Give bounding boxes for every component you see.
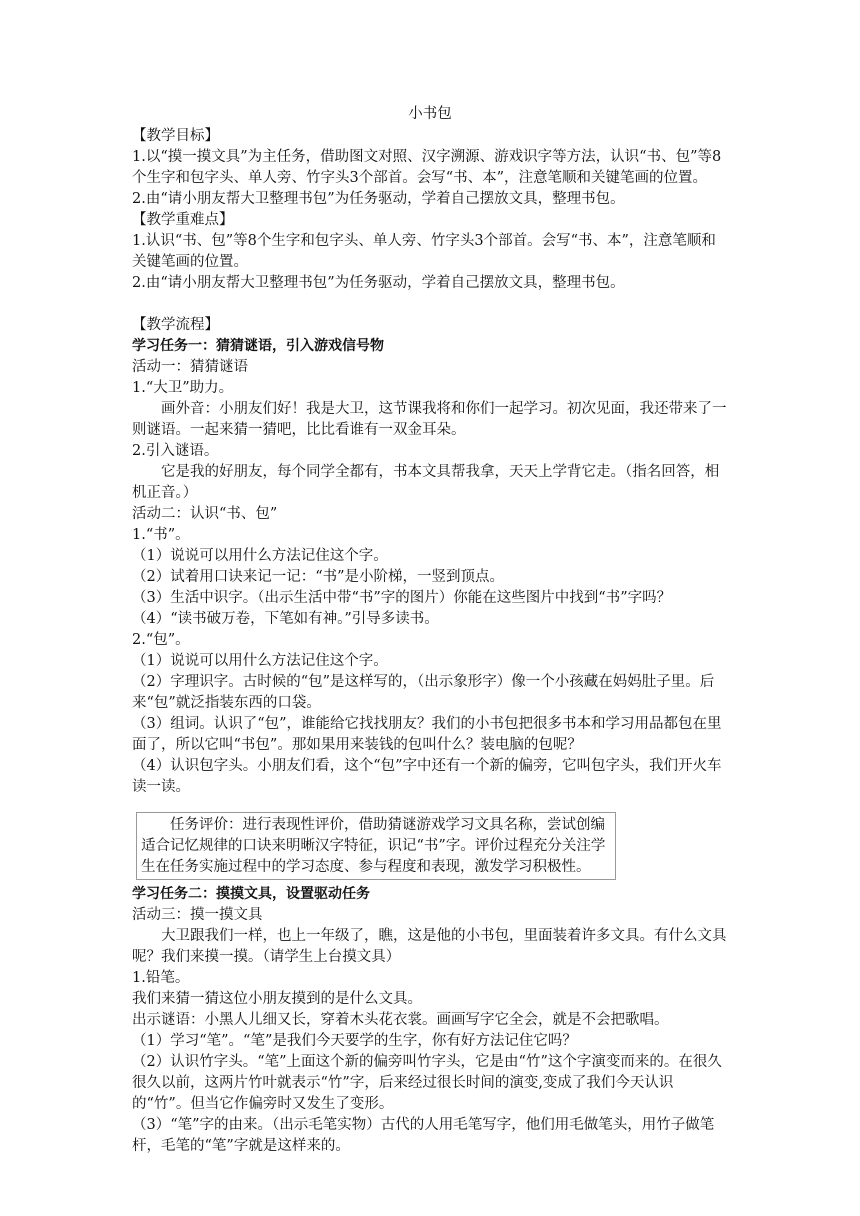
step-2-2: 2.“包”。 (132, 632, 190, 648)
task-heading-1: 学习任务一：猜猜谜语，引入游戏信号物 (132, 338, 384, 354)
goal-item-2: 2.由“请小朋友帮大卫整理书包”为任务驱动，学着自己摆放文具，整理书包。 (132, 191, 625, 207)
section-heading-goals: 【教学目标】 (132, 128, 219, 144)
activity-heading-2: 活动二：认识“书、包” (132, 506, 278, 522)
task-evaluation-text: 任务评价：进行表现性评价，借助猜谜游戏学习文具名称，尝试创编适合记忆规律的口诀来明晰汉字特征，识记“书”字。评价过程充分关注学生在任务实施过程中的学习态度、参与程度和表现，激发学习积极性。 (141, 817, 606, 875)
list-item: （3）组词。认识了“包”，谁能给它找找朋友？我们的小书包把很多书本和学习用品都包在里面了，所以它叫“书包”。那如果用来装钱的包叫什么？装电脑的包呢？ (132, 716, 722, 753)
spacer (132, 294, 728, 315)
list-item: （4）“读书破万卷，下笔如有神。”引导多读书。 (132, 611, 439, 627)
activity-heading-3: 活动三：摸一摸文具 (132, 907, 263, 923)
list-item: （2）认识竹字头。“笔”上面这个新的偏旁叫竹字头，它是由“竹”这个字演变而来的。在很久很久以前，这两片竹叶就表示“竹”字，后来经过很长时间的演变,变成了我们今天认识的“竹”。但当它作偏旁时又发生了变形。 (132, 1054, 722, 1112)
document-body (132, 104, 728, 1157)
paragraph: 它是我的好朋友，每个同学全都有，书本文具帮我拿，天天上学背它走。（指名回答，相机正音。） (132, 464, 720, 501)
task-evaluation-box (136, 812, 616, 880)
list-item: （2）试着用口诀来记一记：“书”是小阶梯，一竖到顶点。 (132, 569, 505, 585)
section-heading-keypoints: 【教学重难点】 (132, 212, 234, 228)
keypoint-item-2: 2.由“请小朋友帮大卫整理书包”为任务驱动，学着自己摆放文具，整理书包。 (132, 275, 625, 291)
paragraph: 大卫跟我们一样，也上一年级了，瞧，这是他的小书包，里面装着许多文具。有什么文具呢？我们来摸一摸。（请学生上台摸文具） (132, 928, 727, 965)
step-1-1: 1.“大卫”助力。 (132, 380, 234, 396)
keypoint-item-1: 1.认识“书、包”等8个生字和包字头、单人旁、竹字头3个部首。会写“书、本”，注意笔顺和关键笔画的位置。 (132, 233, 716, 270)
paragraph: 我们来猜一猜这位小朋友摸到的是什么文具。 (132, 991, 422, 1007)
list-item: （4）认识包字头。小朋友们看，这个“包”字中还有一个新的偏旁，它叫包字头，我们开火车读一读。 (132, 758, 722, 795)
list-item: （3）生活中识字。（出示生活中带“书”字的图片）你能在这些图片中找到“书”字吗？ (132, 590, 672, 606)
list-item: （1）说说可以用什么方法记住这个字。 (132, 653, 388, 669)
list-item: （2）字理识字。古时候的“包”是这样写的，（出示象形字）像一个小孩藏在妈妈肚子里。后来“包”就泛指装东西的口袋。 (132, 674, 715, 711)
paragraph: 画外音：小朋友们好！我是大卫，这节课我将和你们一起学习。初次见面，我还带来了一则谜语。一起来猜一猜吧，比比看谁有一双金耳朵。 (132, 401, 727, 438)
step-2-1: 1.“书”。 (132, 527, 190, 543)
list-item: （1）说说可以用什么方法记住这个字。 (132, 548, 388, 564)
riddle-text: 出示谜语：小黑人儿细又长，穿着木头花衣裳。画画写字它全会，就是不会把歌唱。 (132, 1012, 669, 1028)
document-title: 小书包 (408, 106, 452, 122)
step-3-1: 1.铅笔。 (132, 970, 190, 986)
activity-heading-1: 活动一：猜猜谜语 (132, 359, 248, 375)
list-item: （1）学习“笔”。“笔”是我们今天要学的生字，你有好方法记住它吗？ (132, 1033, 577, 1049)
list-item: （3）“笔”字的由来。（出示毛笔实物）古代的人用毛笔写字，他们用毛做笔头，用竹子做笔杆，毛笔的“笔”字就是这样来的。 (132, 1117, 715, 1154)
task-heading-2: 学习任务二：摸摸文具，设置驱动任务 (132, 886, 370, 902)
section-heading-process: 【教学流程】 (132, 317, 219, 333)
step-1-2: 2.引入谜语。 (132, 443, 219, 459)
goal-item-1: 1.以“摸一摸文具”为主任务，借助图文对照、汉字溯源、游戏识字等方法，认识“书、包”等8个生字和包字头、单人旁、竹字头3个部首。会写“书、本”，注意笔顺和关键笔画的位置。 (132, 149, 722, 186)
